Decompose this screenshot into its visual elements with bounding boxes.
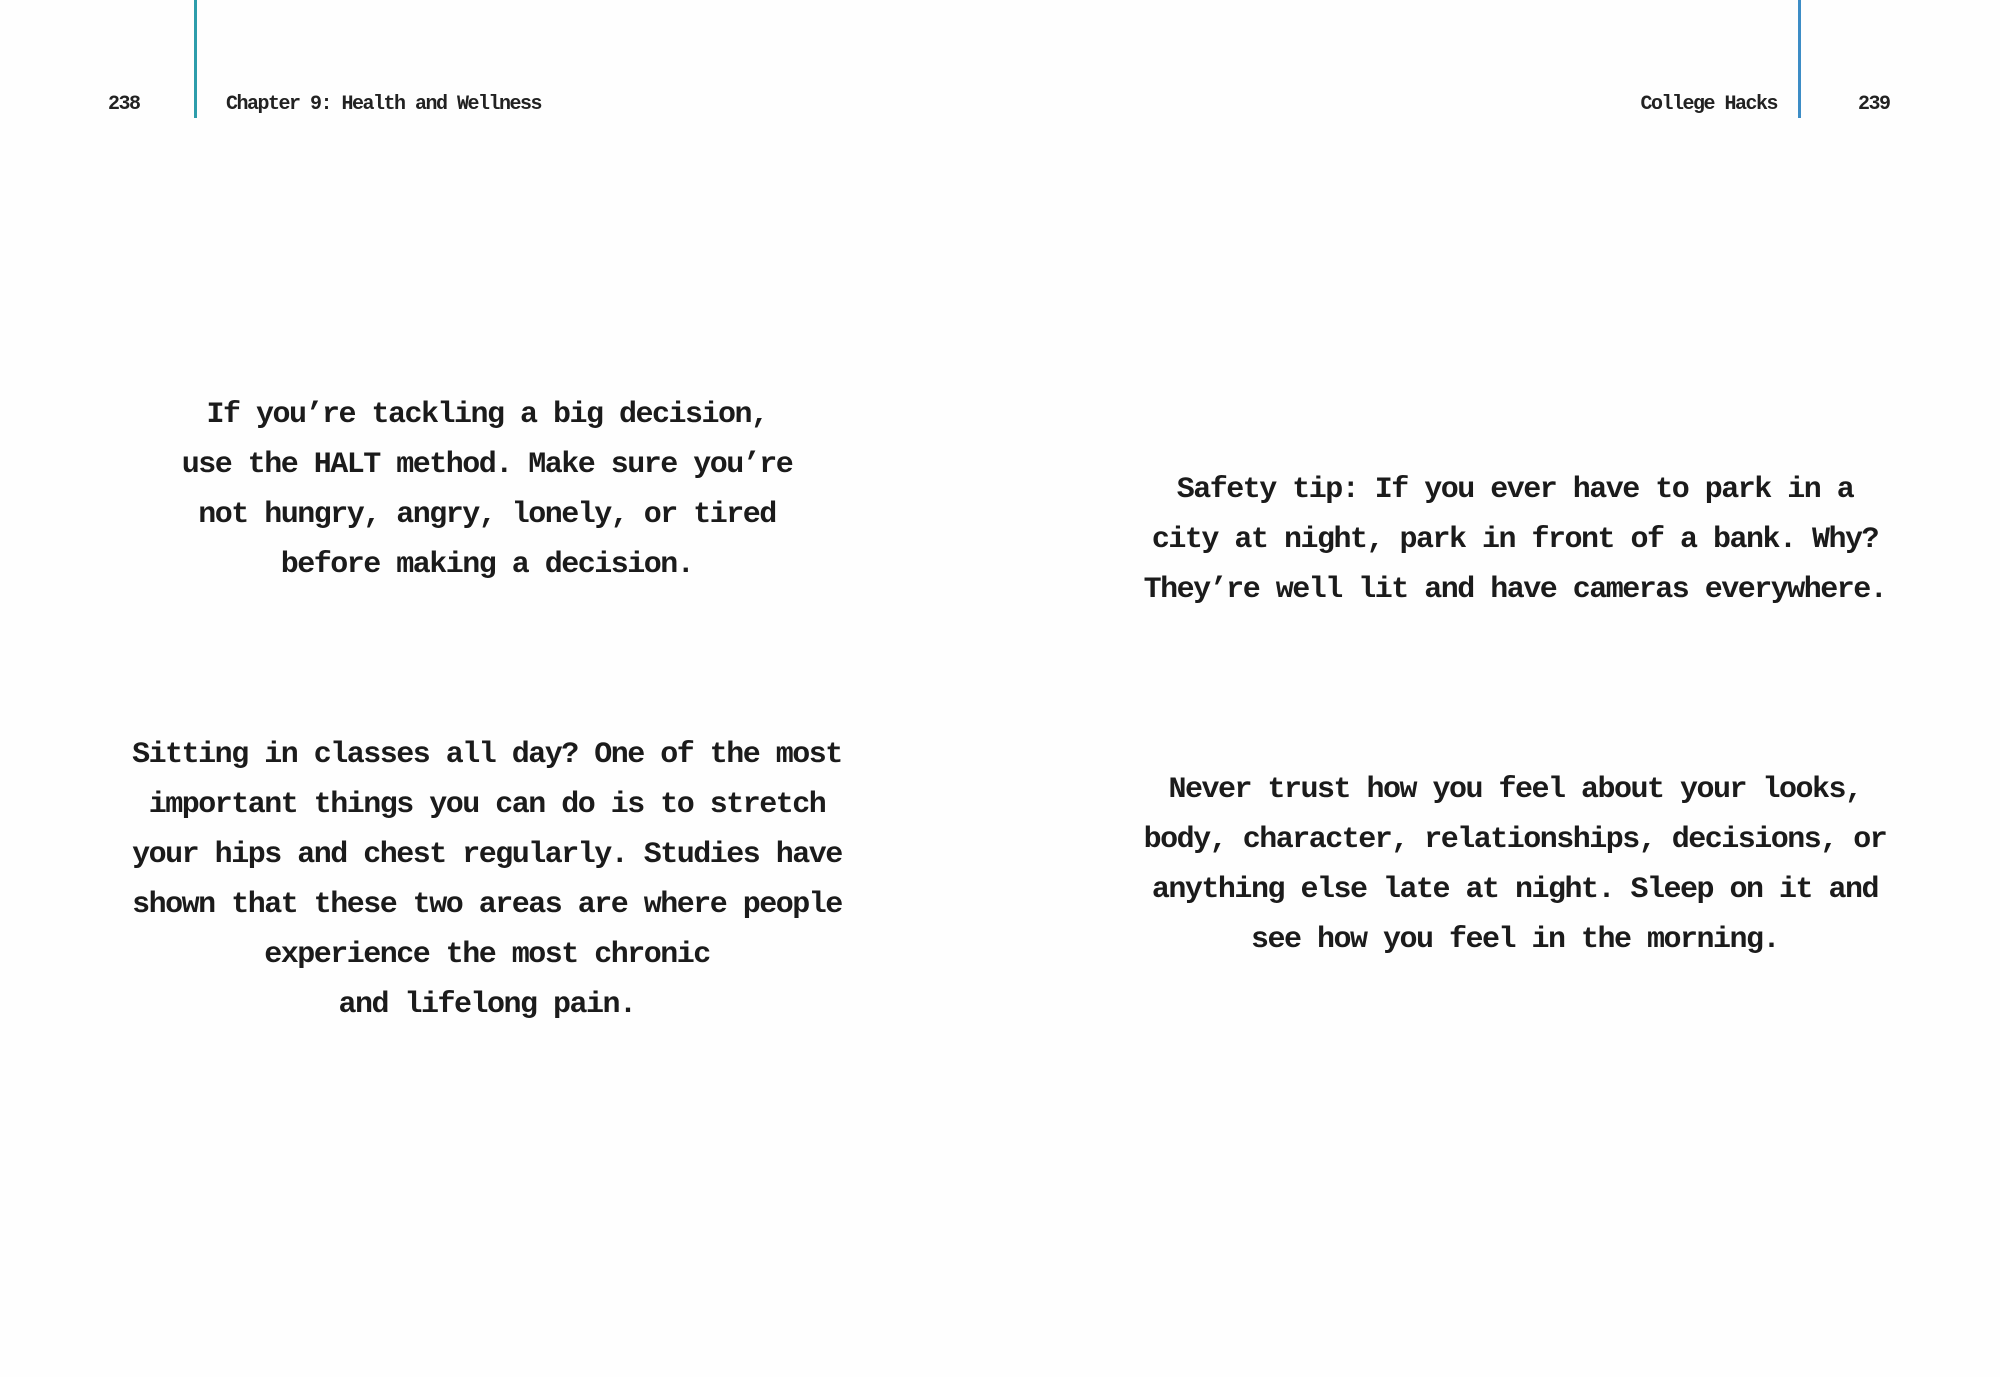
text-line: before making a decision. xyxy=(280,548,694,582)
text-line: They’re well lit and have cameras everywhere. xyxy=(1143,573,1887,607)
tip-sleep-on-it xyxy=(1095,765,1935,965)
tip-halt-method xyxy=(77,390,897,590)
right-page-number: 239 xyxy=(1858,93,1890,116)
text-line: experience the most chronic xyxy=(264,938,710,972)
text-line: body, character, relationships, decisions, or xyxy=(1143,823,1887,857)
text-line: Sitting in classes all day? One of the most xyxy=(132,738,842,772)
tip-stretching xyxy=(77,730,897,1030)
text-line: use the HALT method. Make sure you’re xyxy=(181,448,793,482)
text-line: anything else late at night. Sleep on it and xyxy=(1151,873,1879,907)
text-line: Safety tip: If you ever have to park in a xyxy=(1176,473,1854,507)
right-header-divider-rule xyxy=(1798,0,1801,118)
text-line: not hungry, angry, lonely, or tired xyxy=(198,498,776,532)
text-line: see how you feel in the morning. xyxy=(1250,923,1780,957)
text-line: If you’re tackling a big decision, xyxy=(206,398,768,432)
text-line: shown that these two areas are where people xyxy=(132,888,842,922)
text-line: and lifelong pain. xyxy=(338,988,636,1022)
left-running-head: Chapter 9: Health and Wellness xyxy=(226,93,542,116)
right-running-head: College Hacks xyxy=(1640,93,1777,116)
text-line: important things you can do is to stretch xyxy=(148,788,826,822)
tip-parking-safety xyxy=(1095,465,1935,615)
text-line: Never trust how you feel about your looks, xyxy=(1168,773,1862,807)
left-page-number: 238 xyxy=(108,93,140,116)
text-line: your hips and chest regularly. Studies have xyxy=(132,838,842,872)
text-line: city at night, park in front of a bank. Why? xyxy=(1151,523,1879,557)
left-header-divider-rule xyxy=(194,0,197,118)
